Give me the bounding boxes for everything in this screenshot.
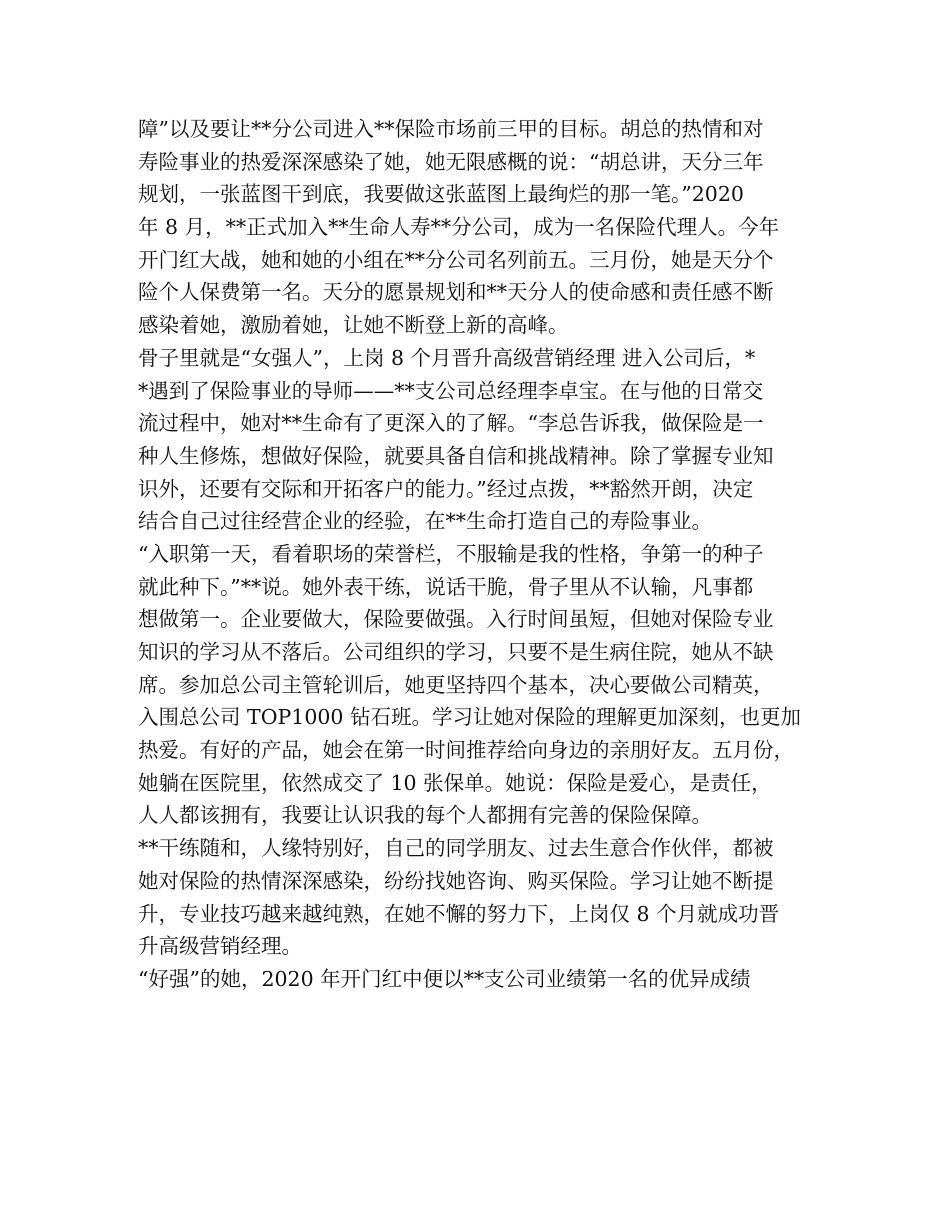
- text-line: 结合自己过往经营企业的经验，在**生命打造自己的寿险事业。: [138, 509, 712, 534]
- text-line: 席。参加总公司主管轮训后，她更坚持四个基本，决心要做公司精英，: [138, 672, 774, 697]
- text-line: 骨子里就是“女强人”，上岗 8 个月晋升高级营销经理 进入公司后，*: [138, 345, 756, 370]
- text-line: *遇到了保险事业的导师——**支公司总经理李卓宝。在与他的日常交: [138, 378, 764, 403]
- text-line: “好强”的她，2020 年开门红中便以**支公司业绩第一名的优异成绩: [138, 966, 751, 991]
- text-line: 她躺在医院里，依然成交了 10 张保单。她说：保险是爱心，是责任，: [138, 770, 772, 795]
- text-line: 想做第一。企业要做大，保险要做强。入行时间虽短，但她对保险专业: [138, 607, 774, 632]
- text-line: 知识的学习从不落后。公司组织的学习，只要不是生病住院，她从不缺: [138, 640, 774, 664]
- text-line: 升，专业技巧越来越纯熟，在她不懈的努力下，上岗仅 8 个月就成功晋: [138, 901, 780, 926]
- text-line: 流过程中，她对**生命有了更深入的了解。“李总告诉我，做保险是一: [138, 411, 764, 436]
- text-line: 年 8 月，**正式加入**生命人寿**分公司，成为一名保险代理人。今年: [138, 215, 780, 240]
- text-line: “入职第一天，看着职场的荣誉栏，不服输是我的性格，争第一的种子: [138, 541, 764, 566]
- text-line: 识外，还要有交际和开拓客户的能力。”经过点拨，**豁然开朗，决定: [138, 476, 754, 501]
- text-line: 开门红大战，她和她的小组在**分公司名列前五。三月份，她是天分个: [138, 247, 774, 272]
- text-line: 热爱。有好的产品，她会在第一时间推荐给向身边的亲朋好友。五月份，: [138, 738, 794, 763]
- text-line: 入围总公司 TOP1000 钻石班。学习让她对保险的理解更加深刻，也更加: [138, 705, 801, 730]
- text-line: 险个人保费第一名。天分的愿景规划和**天分人的使命感和责任感不断: [138, 280, 774, 305]
- document-body: [138, 113, 828, 996]
- text-line: 障”以及要让**分公司进入**保险市场前三甲的目标。胡总的热情和对: [138, 117, 764, 141]
- text-line: 种人生修炼，想做好保险，就要具备自信和挑战精神。除了掌握专业知: [138, 443, 774, 468]
- text-line: 她对保险的热情深深感染，纷纷找她咨询、购买保险。学习让她不断提: [138, 868, 774, 893]
- text-line: 升高级营销经理。: [138, 934, 302, 959]
- text-line: 就此种下。”**说。她外表干练，说话干脆，骨子里从不认输，凡事都: [138, 574, 754, 599]
- text-line: 人人都该拥有，我要让认识我的每个人都拥有完善的保险保障。: [138, 803, 712, 828]
- text-line: **干练随和，人缘特别好，自己的同学朋友、过去生意合作伙伴，都被: [138, 836, 774, 861]
- text-line: 规划，一张蓝图干到底，我要做这张蓝图上最绚烂的那一笔。”2020: [138, 182, 744, 207]
- text-line: 感染着她，激励着她，让她不断登上新的高峰。: [138, 313, 569, 338]
- text-line: 寿险事业的热爱深深感染了她，她无限感概的说：“胡总讲，天分三年: [138, 149, 764, 174]
